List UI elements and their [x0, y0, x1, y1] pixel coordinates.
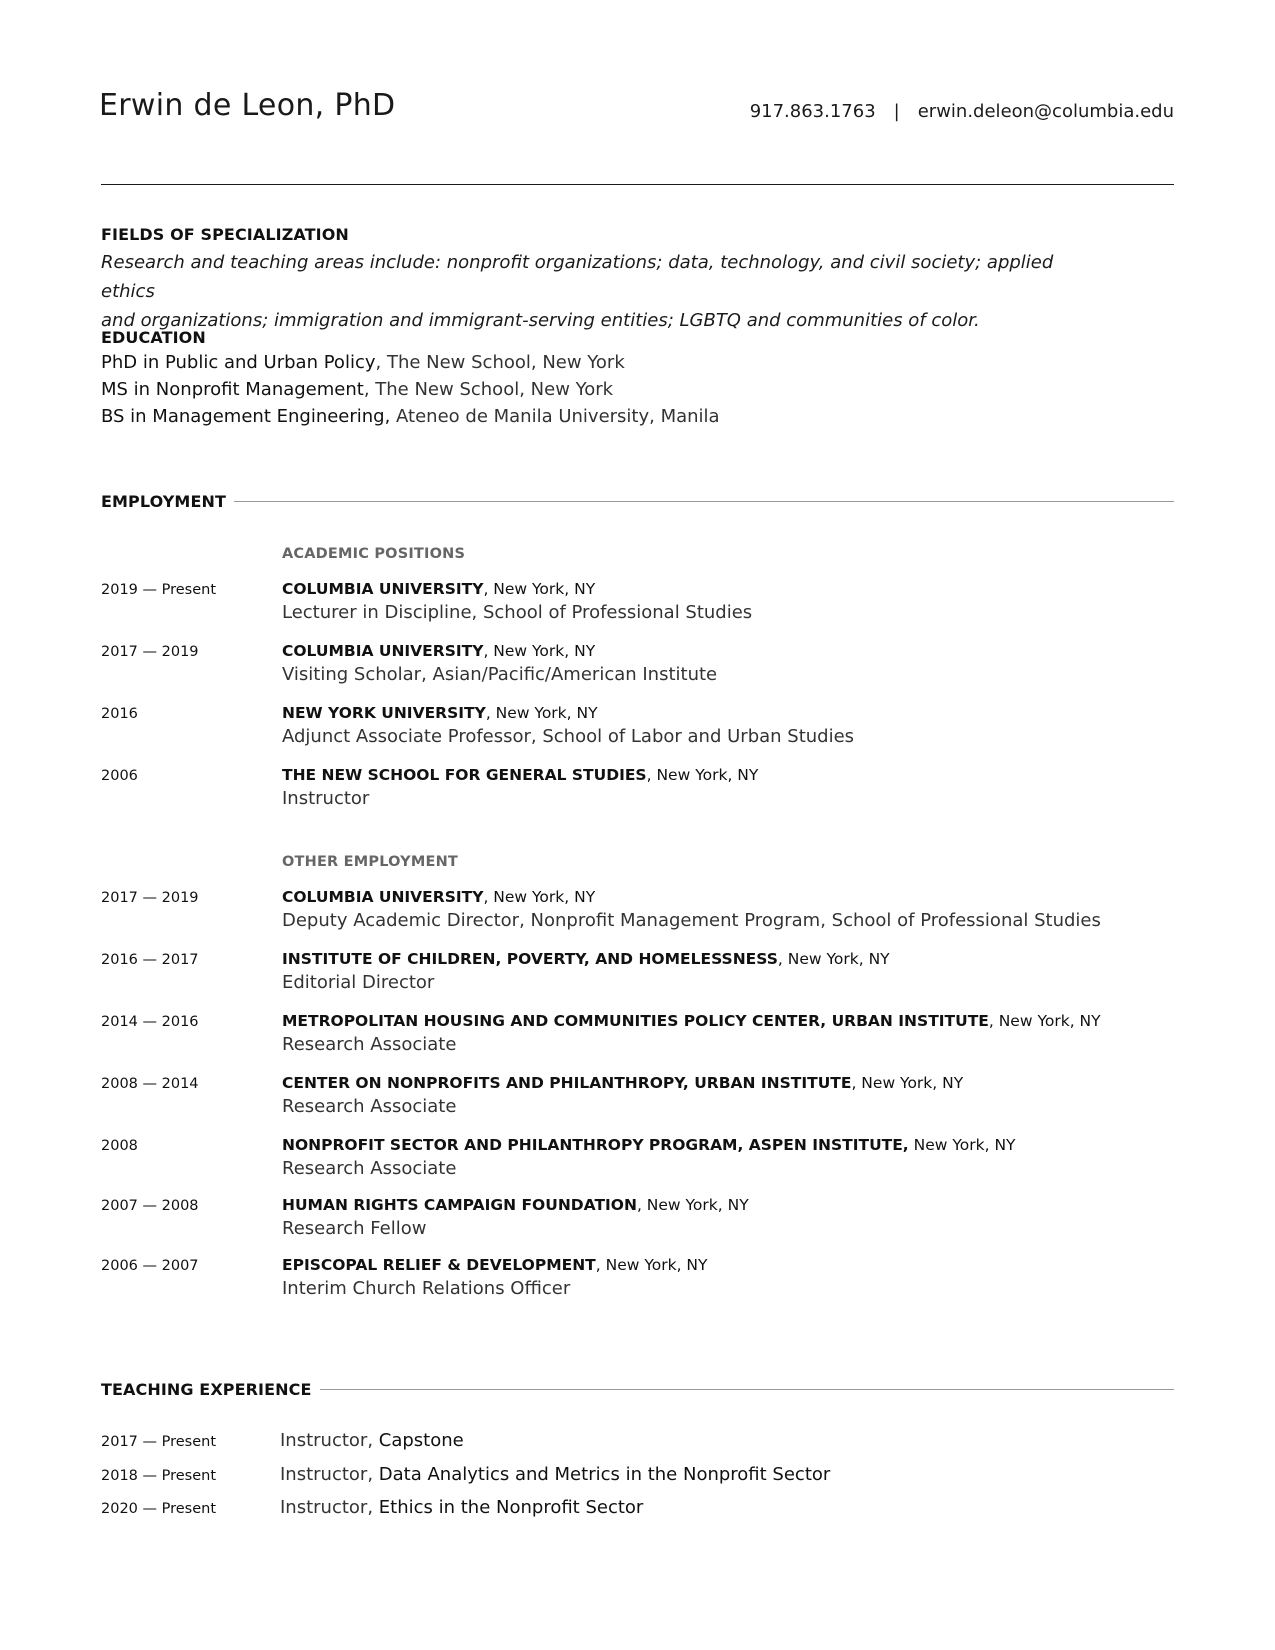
phone-number: 917.863.1763: [749, 101, 876, 122]
entry-date: 2019 — Present: [101, 582, 217, 598]
degree: MS in Nonprofit Management: [101, 379, 364, 400]
degree: PhD in Public and Urban Policy: [101, 352, 376, 373]
entry-organization: NONPROFIT SECTOR AND PHILANTHROPY PROGRAM, ASPEN INSTITUTE, New York, NY: [282, 1136, 1016, 1154]
entry-date: 2006: [101, 768, 138, 784]
resume-name: Erwin de Leon, PhD: [99, 88, 396, 123]
entry-organization: EPISCOPAL RELIEF & DEVELOPMENT, New York, NY: [282, 1256, 708, 1274]
education-heading: EDUCATION: [101, 328, 206, 347]
teaching-course: Instructor, Ethics in the Nonprofit Sector: [280, 1497, 644, 1518]
entry-role: Visiting Scholar, Asian/Pacific/American Institute: [282, 664, 718, 685]
entry-role: Lecturer in Discipline, School of Professional Studies: [282, 602, 753, 623]
teaching-header: [101, 1380, 1174, 1399]
entry-organization: INSTITUTE OF CHILDREN, POVERTY, AND HOMELESSNESS, New York, NY: [282, 950, 890, 968]
entry-organization: COLUMBIA UNIVERSITY, New York, NY: [282, 580, 596, 598]
entry-organization: NEW YORK UNIVERSITY, New York, NY: [282, 704, 598, 722]
header-divider: [101, 184, 1174, 185]
fields-section: [101, 225, 1101, 335]
entry-organization: COLUMBIA UNIVERSITY, New York, NY: [282, 888, 596, 906]
entry-date: 2006 — 2007: [101, 1258, 199, 1274]
school: , The New School, New York: [375, 352, 625, 373]
contact-info: [700, 101, 1174, 122]
teaching-course: Instructor, Capstone: [280, 1430, 464, 1451]
entry-role: Research Associate: [282, 1096, 457, 1117]
contact-separator: |: [893, 101, 900, 122]
teaching-date: 2017 — Present: [101, 1434, 217, 1450]
section-divider: [234, 501, 1174, 502]
employment-header: [101, 492, 1174, 511]
fields-heading: FIELDS OF SPECIALIZATION: [101, 225, 349, 244]
entry-role: Instructor: [282, 788, 370, 809]
entry-role: Editorial Director: [282, 972, 435, 993]
entry-date: 2017 — 2019: [101, 644, 199, 660]
fields-line: Research and teaching areas include: nonprofit organizations; data, technology, and civil society; applied ethics: [101, 252, 1054, 302]
other-employment-heading: OTHER EMPLOYMENT: [282, 854, 459, 870]
teaching-heading: TEACHING EXPERIENCE: [101, 1380, 312, 1399]
entry-role: Research Fellow: [282, 1218, 427, 1239]
academic-positions-heading: ACADEMIC POSITIONS: [282, 546, 466, 562]
fields-text: [101, 248, 1101, 335]
education-item: [101, 403, 720, 430]
entry-organization: METROPOLITAN HOUSING AND COMMUNITIES POLICY CENTER, URBAN INSTITUTE, New York, NY: [282, 1012, 1101, 1030]
entry-date: 2008: [101, 1138, 138, 1154]
entry-role: Deputy Academic Director, Nonprofit Management Program, School of Professional Studies: [282, 910, 1101, 931]
entry-organization: COLUMBIA UNIVERSITY, New York, NY: [282, 642, 596, 660]
fields-line: and organizations; immigration and immigrant-serving entities; LGBTQ and communities of color.: [101, 310, 980, 331]
teaching-date: 2018 — Present: [101, 1468, 217, 1484]
entry-date: 2016: [101, 706, 138, 722]
teaching-course: Instructor, Data Analytics and Metrics in the Nonprofit Sector: [280, 1464, 831, 1485]
entry-organization: CENTER ON NONPROFITS AND PHILANTHROPY, URBAN INSTITUTE, New York, NY: [282, 1074, 964, 1092]
entry-organization: HUMAN RIGHTS CAMPAIGN FOUNDATION, New York, NY: [282, 1196, 749, 1214]
degree: BS in Management Engineering,: [101, 406, 391, 427]
entry-date: 2014 — 2016: [101, 1014, 199, 1030]
school: , The New School, New York: [363, 379, 614, 400]
email-address[interactable]: erwin.deleon@columbia.edu: [917, 101, 1174, 122]
entry-role: Research Associate: [282, 1034, 457, 1055]
education-item: [101, 376, 720, 403]
entry-date: 2017 — 2019: [101, 890, 199, 906]
entry-date: 2007 — 2008: [101, 1198, 199, 1214]
entry-organization: THE NEW SCHOOL FOR GENERAL STUDIES, New York, NY: [282, 766, 759, 784]
employment-heading: EMPLOYMENT: [101, 492, 226, 511]
education-item: [101, 349, 720, 376]
school: Ateneo de Manila University, Manila: [390, 406, 720, 427]
entry-role: Interim Church Relations Officer: [282, 1278, 571, 1299]
entry-role: Research Associate: [282, 1158, 457, 1179]
entry-date: 2016 — 2017: [101, 952, 199, 968]
education-section: [101, 328, 720, 430]
teaching-date: 2020 — Present: [101, 1501, 217, 1517]
section-divider: [320, 1389, 1175, 1390]
entry-role: Adjunct Associate Professor, School of Labor and Urban Studies: [282, 726, 855, 747]
entry-date: 2008 — 2014: [101, 1076, 199, 1092]
